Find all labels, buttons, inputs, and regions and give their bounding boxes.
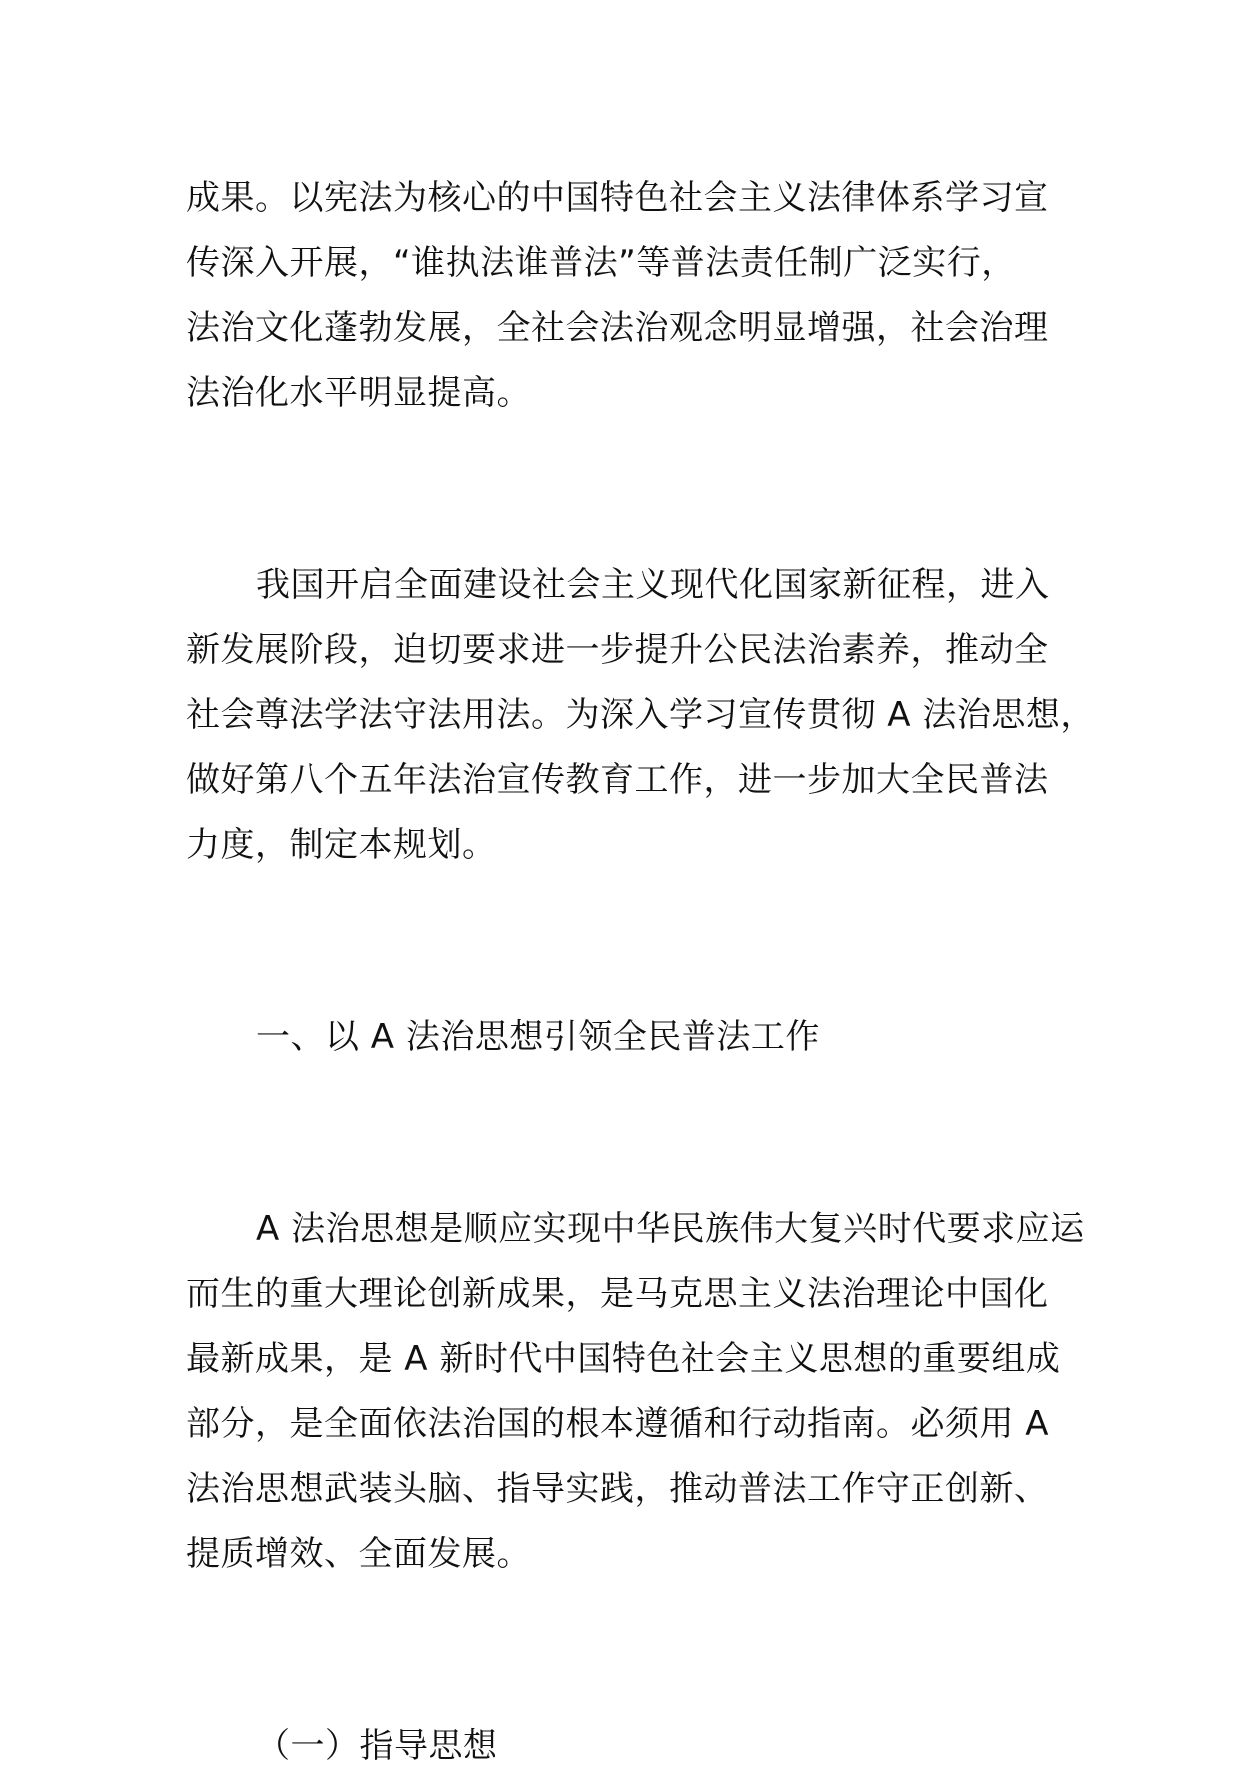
- text-line: 提质增效、全面发展。: [186, 1534, 531, 1574]
- text-line: 新发展阶段，迫切要求进一步提升公民法治素养，推动全: [186, 630, 1049, 670]
- text-line: A 法治思想是顺应实现中华民族伟大复兴时代要求应运: [256, 1209, 1085, 1249]
- text-line: 法治化水平明显提高。: [186, 373, 531, 413]
- text-line: 最新成果，是 A 新时代中国特色社会主义思想的重要组成: [186, 1339, 1061, 1379]
- text-line: 力度，制定本规划。: [186, 825, 497, 865]
- text-line: 而生的重大理论创新成果，是马克思主义法治理论中国化: [186, 1274, 1049, 1314]
- text-line: 法治思想武装头脑、指导实践，推动普法工作守正创新、: [186, 1469, 1049, 1509]
- paragraph-spacing: [186, 878, 1086, 1005]
- text-line: 社会尊法学法守法用法。为深入学习宣传贯彻 A 法治思想，: [186, 695, 1095, 735]
- heading-text: （一）指导思想: [256, 1726, 498, 1766]
- section-heading-1: [186, 1005, 1086, 1070]
- text-line: 法治文化蓬勃发展，全社会法治观念明显增强，社会治理: [186, 308, 1049, 348]
- section-heading-2: [186, 1714, 1086, 1779]
- document-body: [186, 166, 1095, 1779]
- paragraph-spacing: [186, 1587, 1086, 1714]
- text-line: 我国开启全面建设社会主义现代化国家新征程，进入: [256, 565, 1050, 605]
- text-line: 传深入开展，“谁执法谁普法”等普法责任制广泛实行，: [186, 243, 1016, 283]
- paragraph-spacing: [186, 1070, 1086, 1197]
- text-line: 部分，是全面依法治国的根本遵循和行动指南。必须用 A: [186, 1404, 1050, 1444]
- heading-text: 一、以 A 法治思想引领全民普法工作: [256, 1017, 820, 1057]
- paragraph-continuation: [186, 166, 1086, 426]
- text-line: 成果。以宪法为核心的中国特色社会主义法律体系学习宣: [186, 178, 1049, 218]
- paragraph-spacing: [186, 426, 1086, 553]
- text-line: 做好第八个五年法治宣传教育工作，进一步加大全民普法: [186, 760, 1049, 800]
- paragraph-planning-background: [186, 553, 1095, 878]
- paragraph-thought-overview: [186, 1197, 1086, 1587]
